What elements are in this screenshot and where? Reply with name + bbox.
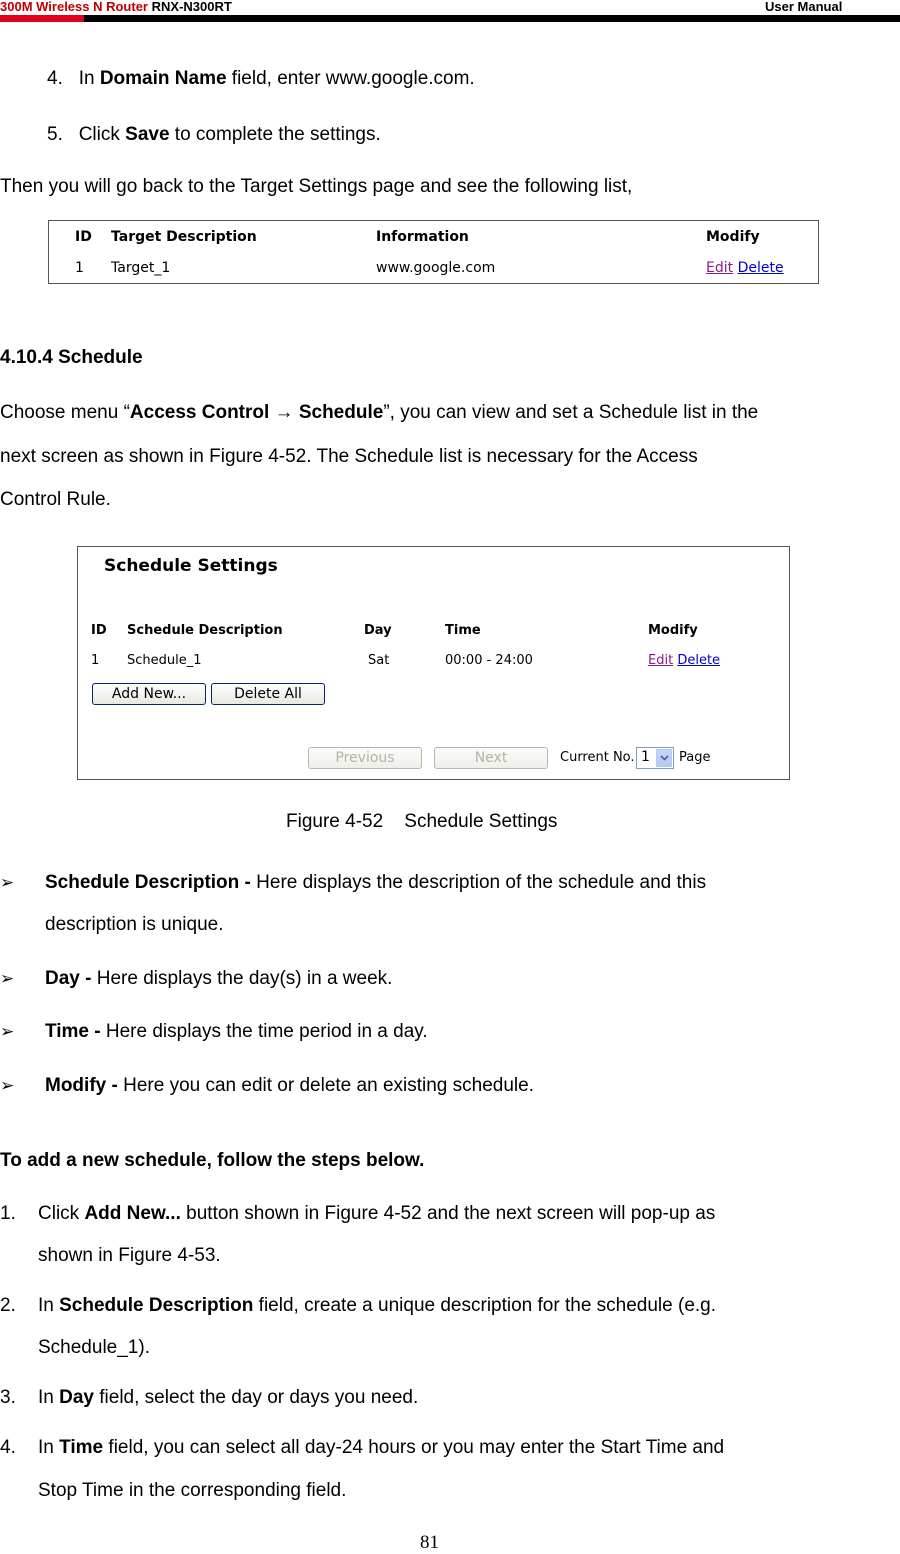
bullet-schedule-description: ➢ Schedule Description - Here displays the description of the schedule and this — [0, 872, 707, 893]
header-rule-accent — [0, 15, 84, 22]
schedule-row-id: 1 — [91, 653, 100, 668]
step-2-cont: Schedule_1). — [38, 1337, 150, 1358]
step-5-save: 5. Click Save to complete the settings. — [47, 124, 381, 145]
bullet-day: ➢ Day - Here displays the day(s) in a week. — [0, 968, 393, 989]
delete-link[interactable]: Delete — [677, 653, 721, 668]
arrowhead-bullet-icon: ➢ — [0, 1076, 15, 1095]
target-row-actions — [706, 260, 784, 276]
intro-text: Then you will go back to the Target Settings page and see the following list, — [0, 176, 633, 197]
step-2: 2. In Schedule Description field, create a unique description for the schedule (e.g. — [0, 1295, 717, 1316]
step-4-domain: 4. In Domain Name field, enter www.google.com. — [47, 68, 475, 89]
target-list-screenshot — [48, 220, 819, 284]
page-label: Page — [679, 750, 711, 765]
arrowhead-bullet-icon: ➢ — [0, 1022, 15, 1041]
delete-link[interactable]: Delete — [737, 260, 784, 276]
step-1-cont: shown in Figure 4-53. — [38, 1245, 221, 1266]
figure-caption: Figure 4-52 Schedule Settings — [286, 811, 558, 832]
schedule-settings-title: Schedule Settings — [104, 556, 278, 576]
schedule-row-time: 00:00 - 24:00 — [445, 653, 533, 668]
steps-heading: To add a new schedule, follow the steps below. — [0, 1150, 425, 1171]
section-title: 4.10.4 Schedule — [0, 347, 143, 368]
header-rule — [0, 15, 900, 22]
step-3: 3. In Day field, select the day or days you need. — [0, 1387, 419, 1408]
schedule-row-actions — [648, 653, 720, 668]
col-modify-header: Modify — [648, 623, 698, 638]
header-doc-type: User Manual — [765, 0, 843, 14]
page-number: 81 — [420, 1532, 439, 1553]
schedule-settings-screenshot — [77, 546, 790, 780]
col-schedule-description-header: Schedule Description — [127, 623, 283, 638]
section-para-line-2: next screen as shown in Figure 4-52. The Schedule list is necessary for the Access — [0, 446, 698, 467]
col-id-header: ID — [75, 229, 92, 245]
next-button[interactable]: Next — [434, 747, 548, 769]
col-target-description-header: Target Description — [111, 229, 257, 245]
add-new-button[interactable]: Add New... — [92, 683, 206, 705]
delete-all-button[interactable]: Delete All — [211, 683, 325, 705]
previous-button[interactable]: Previous — [308, 747, 422, 769]
schedule-row-day: Sat — [368, 653, 390, 668]
bullet-time: ➢ Time - Here displays the time period in a day. — [0, 1021, 428, 1042]
header-model: RNX-N300RT — [151, 0, 232, 14]
bullet-modify: ➢ Modify - Here you can edit or delete an existing schedule. — [0, 1075, 534, 1096]
target-row-id: 1 — [75, 260, 84, 276]
col-modify-header: Modify — [706, 229, 760, 245]
col-id-header: ID — [91, 623, 107, 638]
target-row-information: www.google.com — [376, 260, 496, 276]
current-page-select[interactable]: 1 — [636, 747, 674, 769]
target-row-description: Target_1 — [111, 260, 171, 276]
arrowhead-bullet-icon: ➢ — [0, 873, 15, 892]
section-para-line-3: Control Rule. — [0, 489, 111, 510]
bullet-schedule-description-cont: description is unique. — [45, 914, 224, 935]
col-information-header: Information — [376, 229, 469, 245]
step-4-cont: Stop Time in the corresponding field. — [38, 1480, 347, 1501]
col-day-header: Day — [364, 623, 392, 638]
chevron-down-icon — [656, 749, 672, 767]
schedule-row-description: Schedule_1 — [127, 653, 202, 668]
header-product: 300M Wireless N Router RNX-N300RT — [0, 0, 232, 14]
arrowhead-bullet-icon: ➢ — [0, 969, 15, 988]
col-time-header: Time — [445, 623, 481, 638]
step-4: 4. In Time field, you can select all day-24 hours or you may enter the Start Time and — [0, 1437, 725, 1458]
edit-link[interactable]: Edit — [648, 653, 674, 668]
step-1: 1. Click Add New... button shown in Figure 4-52 and the next screen will pop-up as — [0, 1203, 716, 1224]
edit-link[interactable]: Edit — [706, 260, 734, 276]
section-para-line-1: Choose menu “Access Control → Schedule”, you can view and set a Schedule list in the — [0, 402, 759, 423]
current-no-label: Current No. — [560, 750, 635, 765]
